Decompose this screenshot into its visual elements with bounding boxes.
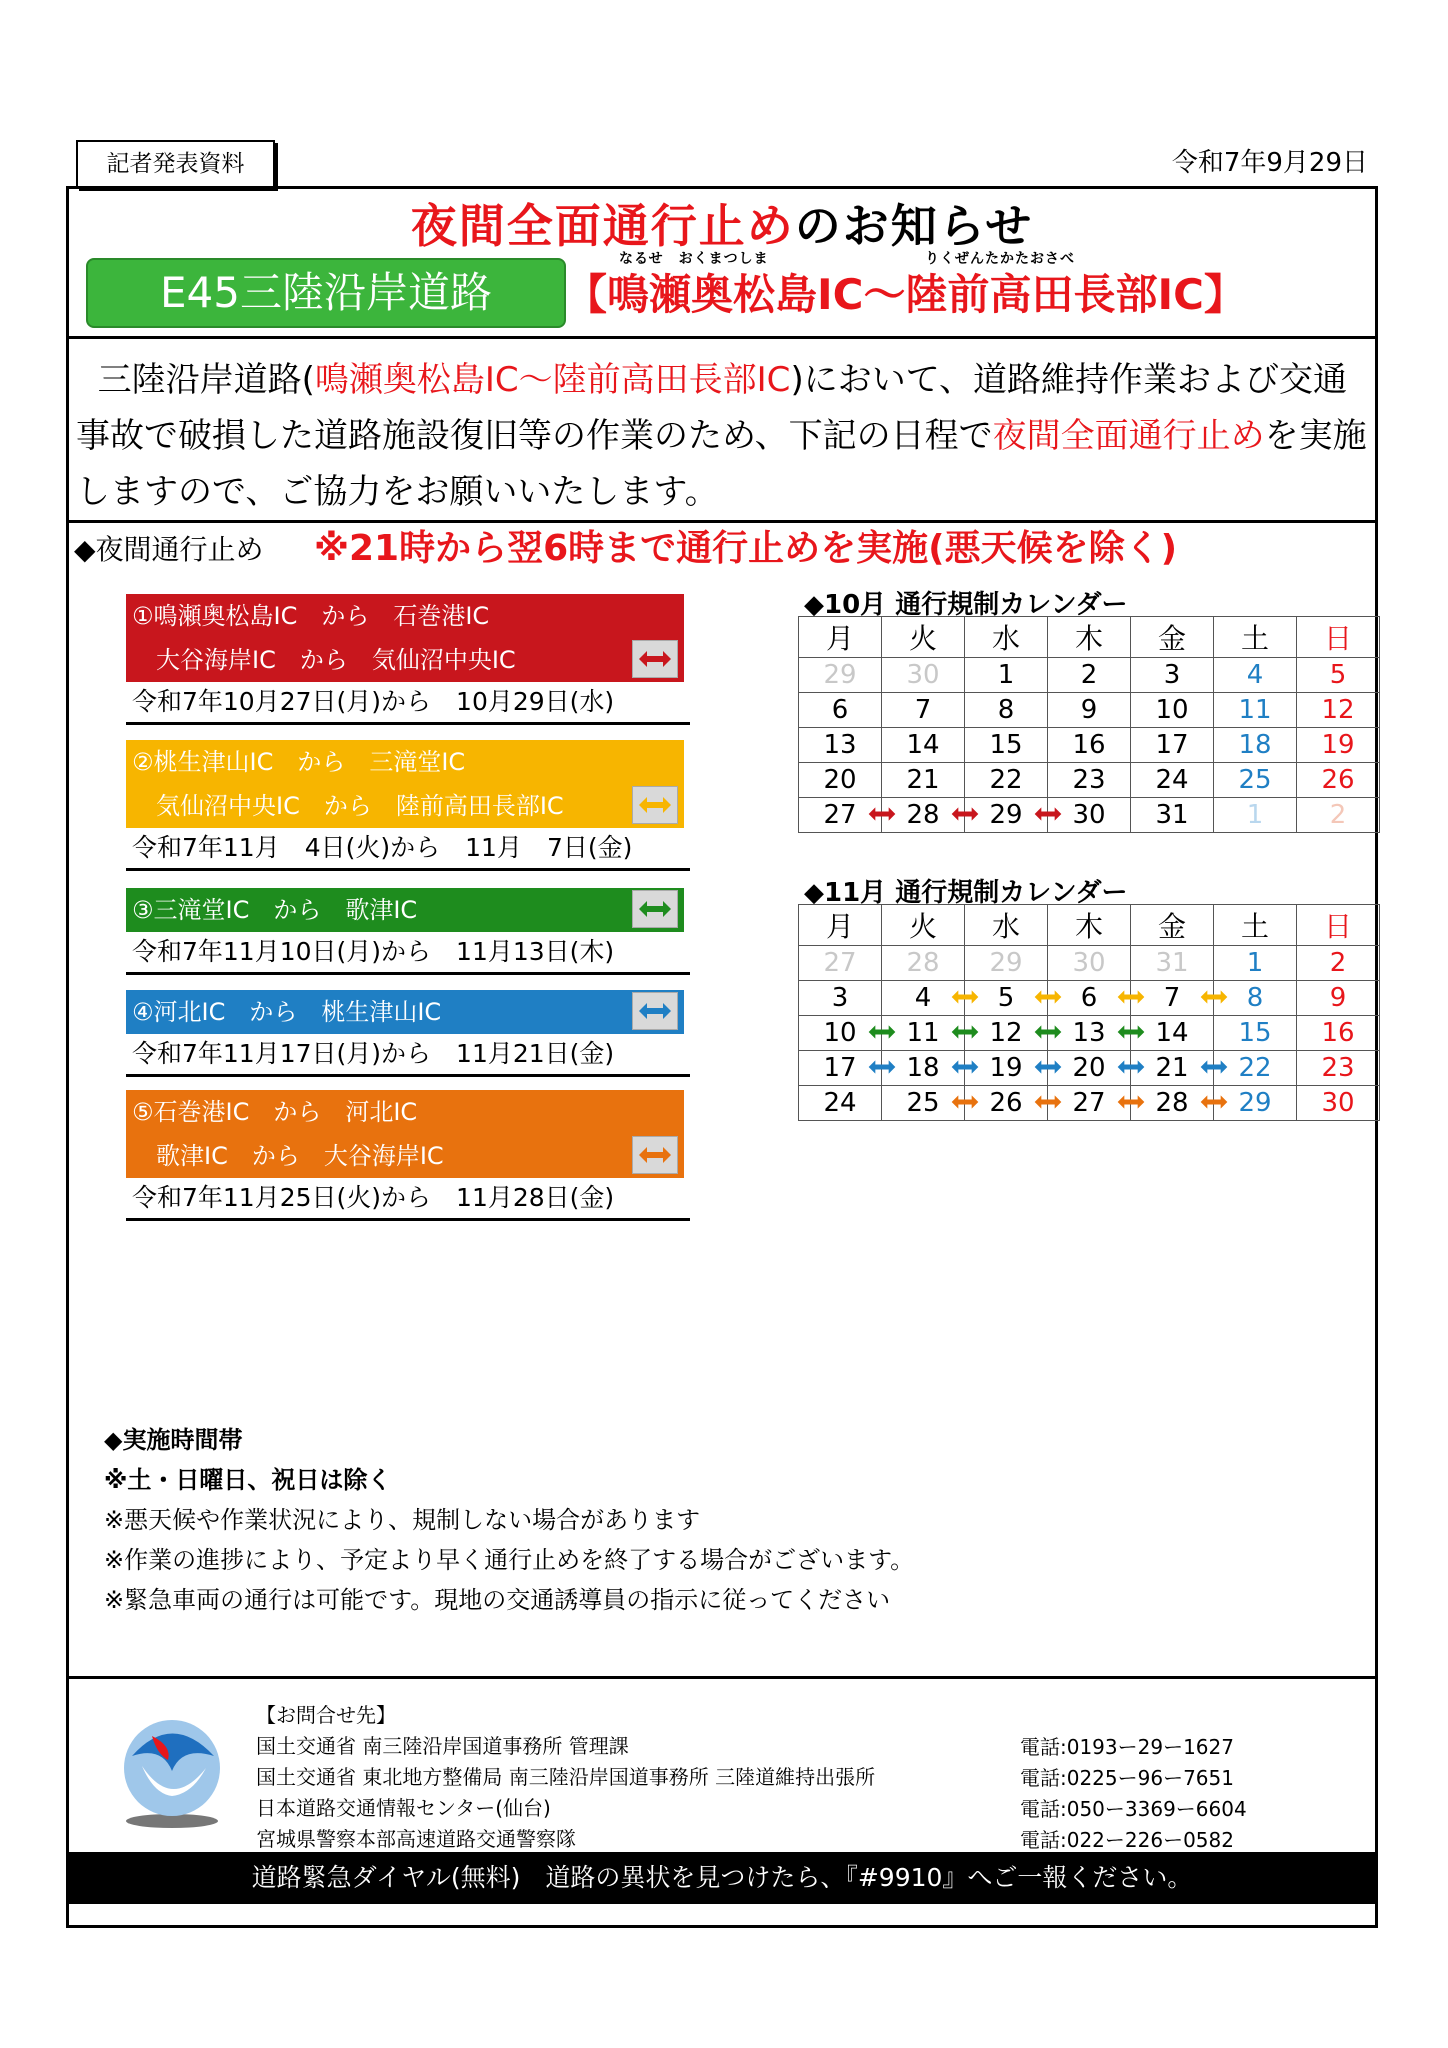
issue-date: 令和7年9月29日 [1171,148,1368,178]
calendar-day: 22 [1214,1051,1297,1086]
note-item: ※緊急車両の通行は可能です。現地の交通誘導員の指示に従ってください [104,1586,891,1614]
section-note: ※21時から翌6時まで通行止めを実施(悪天候を除く) [314,528,1178,569]
closure-bar [126,740,684,828]
phone-block [1020,1732,1247,1856]
intro-3: を実施しますので、ご協力をお願いいたします。 [76,416,1367,512]
calendar-day: 11 [882,1016,965,1051]
calendar-day: 24 [1131,763,1214,798]
calendar-day: 10 [1131,693,1214,728]
weekday-header: 水 [965,617,1048,658]
contact-item: 国土交通省 東北地方整備局 南三陸沿岸国道事務所 三陸道維持出張所 [256,1765,876,1789]
calendar-day: 29 [965,946,1048,981]
calendar-day: 19 [1297,728,1380,763]
phone: 電話:0225ー96ー7651 [1020,1766,1234,1790]
calendar-day: 30 [1048,798,1131,833]
calendar-nov-title: ◆11月 通行規制カレンダー [804,878,1128,908]
contact-item: 国土交通省 南三陸沿岸国道事務所 管理課 [256,1734,629,1758]
calendar-day: 13 [799,728,882,763]
calendar-day: 15 [965,728,1048,763]
notes [104,1420,914,1620]
press-release-tag: 記者発表資料 [76,140,275,188]
calendar-day: 28 [1131,1086,1214,1121]
calendar-day: 7 [1131,981,1214,1016]
calendar-day: 20 [799,763,882,798]
calendar-day: 18 [882,1051,965,1086]
weekday-header: 水 [965,905,1048,946]
closure-bar [126,594,684,682]
closure-period: 令和7年10月27日(月)から 10月29日(水) [126,682,690,725]
calendar-day: 3 [1131,658,1214,693]
calendar-day: 28 [882,798,965,833]
notes-title: ◆実施時間帯 [104,1426,243,1454]
calendar-day: 31 [1131,798,1214,833]
calendar-day: 12 [965,1016,1048,1051]
title-black: のお知らせ [794,199,1034,253]
closure-section: 歌津IC から 大谷海岸IC [156,1142,444,1170]
weekday-header: 火 [882,617,965,658]
calendar-day: 13 [1048,1016,1131,1051]
divider-1 [66,336,1378,339]
calendar-day: 18 [1214,728,1297,763]
closure-section: ②桃生津山IC から 三滝堂IC [132,748,466,776]
calendar-day: 5 [1297,658,1380,693]
phone: 電話:022ー226ー0582 [1020,1828,1234,1852]
calendar-day: 31 [1131,946,1214,981]
route-section [565,251,1246,322]
closure-section: ③三滝堂IC から 歌津IC [132,896,418,924]
calendar-day: 21 [1131,1051,1214,1086]
calendar-day: 27 [799,798,882,833]
calendar-day: 1 [1214,798,1297,833]
weekday-header: 土 [1214,905,1297,946]
calendar-day: 30 [882,658,965,693]
contact-item: 日本道路交通情報センター(仙台) [256,1796,551,1820]
phone: 電話:0193ー29ー1627 [1020,1735,1234,1759]
calendar-day: 9 [1048,693,1131,728]
calendar-day: 7 [882,693,965,728]
calendar-day: 27 [1048,1086,1131,1121]
calendar-day: 19 [965,1051,1048,1086]
calendar-day: 28 [882,946,965,981]
calendar-day: 4 [882,981,965,1016]
calendar-day: 5 [965,981,1048,1016]
contact-item: 宮城県警察本部高速道路交通警察隊 [256,1827,576,1851]
calendar-day: 1 [1214,946,1297,981]
calendar-day: 23 [1297,1051,1380,1086]
calendar-day: 11 [1214,693,1297,728]
calendar-day: 6 [1048,981,1131,1016]
title-red: 夜間全面通行止め [410,199,795,253]
calendar-day: 2 [1297,946,1380,981]
calendar-day: 15 [1214,1016,1297,1051]
calendar-day: 16 [1048,728,1131,763]
intro-red-1: 鳴瀬奥松島IC～陸前高田長部IC [314,360,791,400]
note-item: ※悪天候や作業状況により、規制しない場合があります [104,1506,701,1534]
road-name-pill: E45三陸沿岸道路 [86,258,566,328]
calendar-nov [798,904,1380,1121]
calendar-day: 10 [799,1016,882,1051]
both-direction-arrow-icon [632,640,678,678]
mlit-logo-icon [102,1716,242,1836]
weekday-header: 日 [1297,905,1380,946]
calendar-day: 30 [1297,1086,1380,1121]
calendar-day: 3 [799,981,882,1016]
calendar-day: 23 [1048,763,1131,798]
weekday-header: 月 [799,905,882,946]
calendar-day: 9 [1297,981,1380,1016]
calendar-day: 29 [965,798,1048,833]
calendar-day: 21 [882,763,965,798]
closure-bar [126,888,684,932]
intro-1: 三陸沿岸道路( [97,360,315,400]
calendar-day: 26 [1297,763,1380,798]
weekday-header: 日 [1297,617,1380,658]
calendar-day: 26 [965,1086,1048,1121]
note-item: ※土・日曜日、祝日は除く [104,1466,392,1494]
route-section-text: 【鳴瀬奥松島IC～陸前高田長部IC】 [565,270,1246,319]
emergency-footer: 道路緊急ダイヤル(無料) 道路の異状を見つけたら、『#9910』へご一報ください。 [66,1852,1378,1904]
closure-section: ④河北IC から 桃生津山IC [132,998,442,1026]
intro-paragraph [76,352,1376,520]
calendar-day: 12 [1297,693,1380,728]
calendar-day: 16 [1297,1016,1380,1051]
page-title [66,190,1378,256]
closure-bar [126,1090,684,1178]
ruby-b: りくぜんたかたおさべ [925,251,1075,267]
closure-bar [126,990,684,1034]
calendar-day: 8 [1214,981,1297,1016]
weekday-header: 木 [1048,617,1131,658]
calendar-oct-title: ◆10月 通行規制カレンダー [804,590,1128,620]
note-item: ※作業の進捗により、予定より早く通行止めを終了する場合がございます。 [104,1546,915,1574]
both-direction-arrow-icon [632,786,678,824]
both-direction-arrow-icon [632,992,678,1030]
intro-red-2: 夜間全面通行止め [992,416,1265,456]
calendar-day: 29 [1214,1086,1297,1121]
closure-period: 令和7年11月 4日(火)から 11月 7日(金) [126,828,690,871]
weekday-header: 土 [1214,617,1297,658]
closure-period: 令和7年11月10日(月)から 11月13日(木) [126,932,690,975]
closure-section: 大谷海岸IC から 気仙沼中央IC [156,646,516,674]
calendar-day: 22 [965,763,1048,798]
calendar-day: 17 [1131,728,1214,763]
weekday-header: 金 [1131,617,1214,658]
weekday-header: 月 [799,617,882,658]
calendar-day: 14 [1131,1016,1214,1051]
phone: 電話:050ー3369ー6604 [1020,1797,1247,1821]
calendar-day: 30 [1048,946,1131,981]
calendar-day: 20 [1048,1051,1131,1086]
both-direction-arrow-icon [632,890,678,928]
calendar-day: 1 [965,658,1048,693]
calendar-day: 27 [799,946,882,981]
calendar-day: 17 [799,1051,882,1086]
calendar-day: 14 [882,728,965,763]
contact-block [256,1700,875,1855]
calendar-day: 2 [1048,658,1131,693]
calendar-day: 8 [965,693,1048,728]
closure-section: ①鳴瀬奥松島IC から 石巻港IC [132,602,490,630]
ruby-a: なるせ おくまつしま [619,251,769,267]
calendar-day: 25 [882,1086,965,1121]
divider-3 [66,1676,1378,1679]
section-label: ◆夜間通行止め [74,533,264,566]
contact-title: 【お問合せ先】 [256,1703,396,1727]
closure-section: 気仙沼中央IC から 陸前高田長部IC [156,792,564,820]
closure-period: 令和7年11月25日(火)から 11月28日(金) [126,1178,690,1221]
calendar-day: 25 [1214,763,1297,798]
closure-period: 令和7年11月17日(月)から 11月21日(金) [126,1034,690,1077]
calendar-day: 2 [1297,798,1380,833]
closure-section: ⑤石巻港IC から 河北IC [132,1098,418,1126]
calendar-day: 24 [799,1086,882,1121]
weekday-header: 火 [882,905,965,946]
both-direction-arrow-icon [632,1136,678,1174]
intro-2: )において、道路維持作業および交通事故で破損した道路施設復旧等の作業のため、下記の日程で [76,360,1348,456]
calendar-oct [798,616,1380,833]
weekday-header: 木 [1048,905,1131,946]
weekday-header: 金 [1131,905,1214,946]
calendar-day: 6 [799,693,882,728]
calendar-day: 4 [1214,658,1297,693]
calendar-day: 29 [799,658,882,693]
